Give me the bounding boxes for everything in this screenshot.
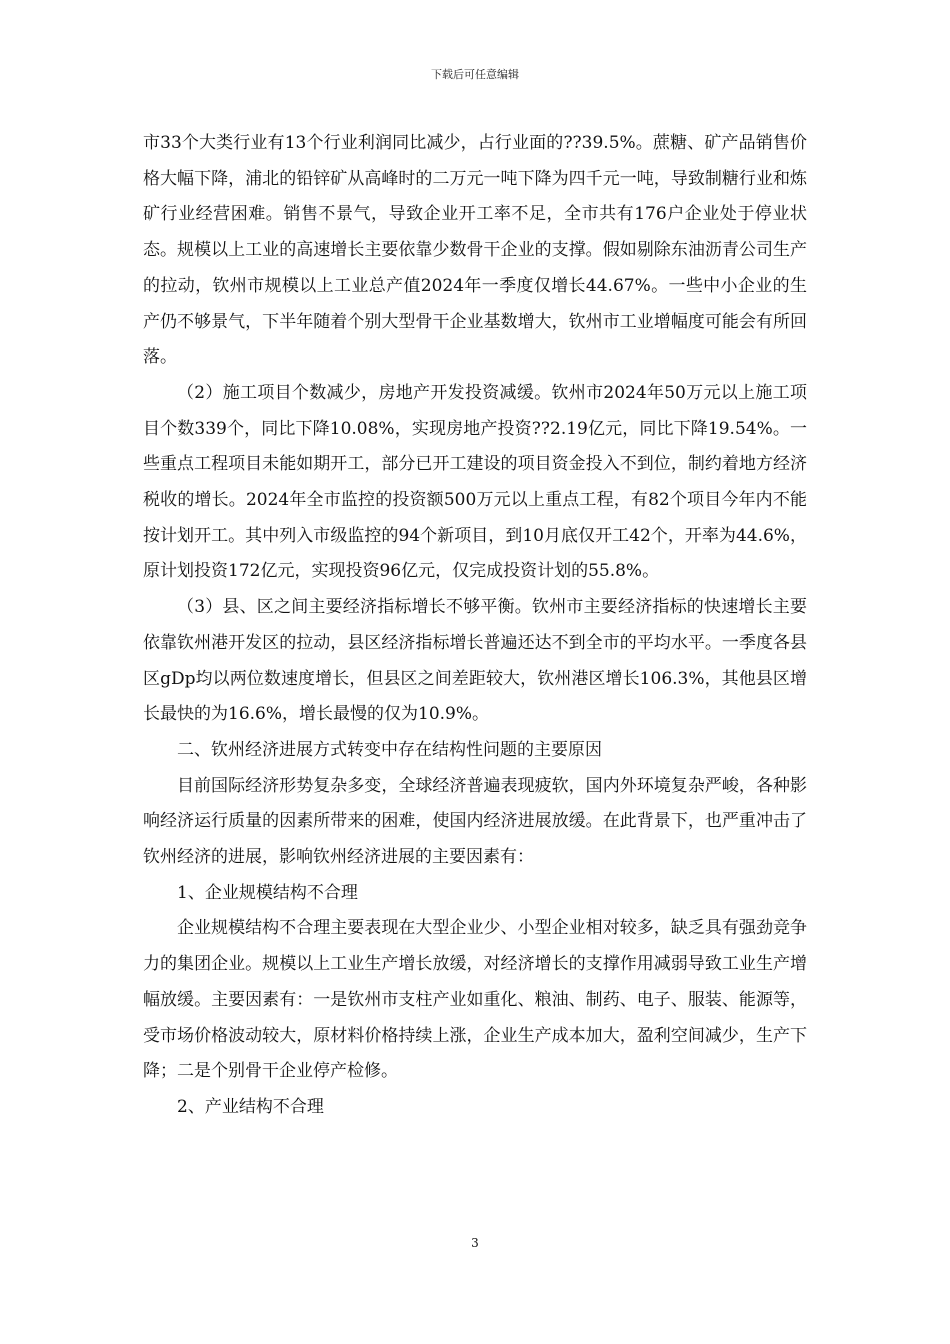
subheading-industry-structure: 2、产业结构不合理 [177, 1096, 324, 1117]
paragraph-background: 目前国际经济形势复杂多变，全球经济普遍表现疲软，国内外环境复杂严峻，各种影响经济运行质量的因素所带来的困难，使国内经济进展放缓。在此背景下，也严重冲击了钦州经济的进展，影响钦州经济进展的主要因素有： [143, 775, 807, 868]
paragraph-county-imbalance: （3）县、区之间主要经济指标增长不够平衡。钦州市主要经济指标的快速增长主要依靠钦州港开发区的拉动，县区经济指标增长普遍还达不到全市的平均水平。一季度各县区gDp均以两位数速度增长，但县区之间差距较大，钦州港区增长106.3%，其他县区增长最快的为16.6%，增长最慢的仅为10.9%。 [143, 597, 807, 725]
section-heading-causes: 二、钦州经济进展方式转变中存在结构性问题的主要原因 [177, 739, 602, 760]
document-body [143, 126, 807, 1126]
paragraph-enterprise-scale: 企业规模结构不合理主要表现在大型企业少、小型企业相对较多，缺乏具有强劲竞争力的集团企业。规模以上工业生产增长放缓，对经济增长的支撑作用减弱导致工业生产增幅放缓。主要因素有：一是钦州市支柱产业如重化、粮油、制药、电子、服装、能源等，受市场价格波动较大，原材料价格持续上涨，企业生产成本加大，盈利空间减少，生产下降；二是个别骨干企业停产检修。 [143, 918, 807, 1082]
paragraph-continuation: 市33个大类行业有13个行业利润同比减少，占行业面的??39.5%。蔗糖、矿产品销售价格大幅下降，浦北的铅锌矿从高峰时的二万元一吨下降为四千元一吨，导致制糖行业和炼矿行业经营困难。销售不景气，导致企业开工率不足，全市共有176户企业处于停业状态。规模以上工业的高速增长主要依靠少数骨干企业的支撑。假如剔除东油沥青公司生产的拉动，钦州市规模以上工业总产值2024年一季度仅增长44.67%。一些中小企业的生产仍不够景气，下半年随着个别大型骨干企业基数增大，钦州市工业增幅度可能会有所回落。 [143, 133, 807, 368]
paragraph-construction-projects: （2）施工项目个数减少，房地产开发投资减缓。钦州市2024年50万元以上施工项目个数339个，同比下降10.08%，实现房地产投资??2.19亿元，同比下降19.54%。一些重点工程项目未能如期开工，部分已开工建设的项目资金投入不到位，制约着地方经济税收的增长。2024年全市监控的投资额500万元以上重点工程，有82个项目今年内不能按计划开工。其中列入市级监控的94个新项目，到10月底仅开工42个，开率为44.6%，原计划投资172亿元，实现投资96亿元，仅完成投资计划的55.8%。 [143, 382, 807, 582]
page-number: 3 [471, 1236, 479, 1250]
subheading-enterprise-scale: 1、企业规模结构不合理 [177, 882, 358, 903]
page-header: 下载后可任意编辑 [431, 68, 519, 81]
